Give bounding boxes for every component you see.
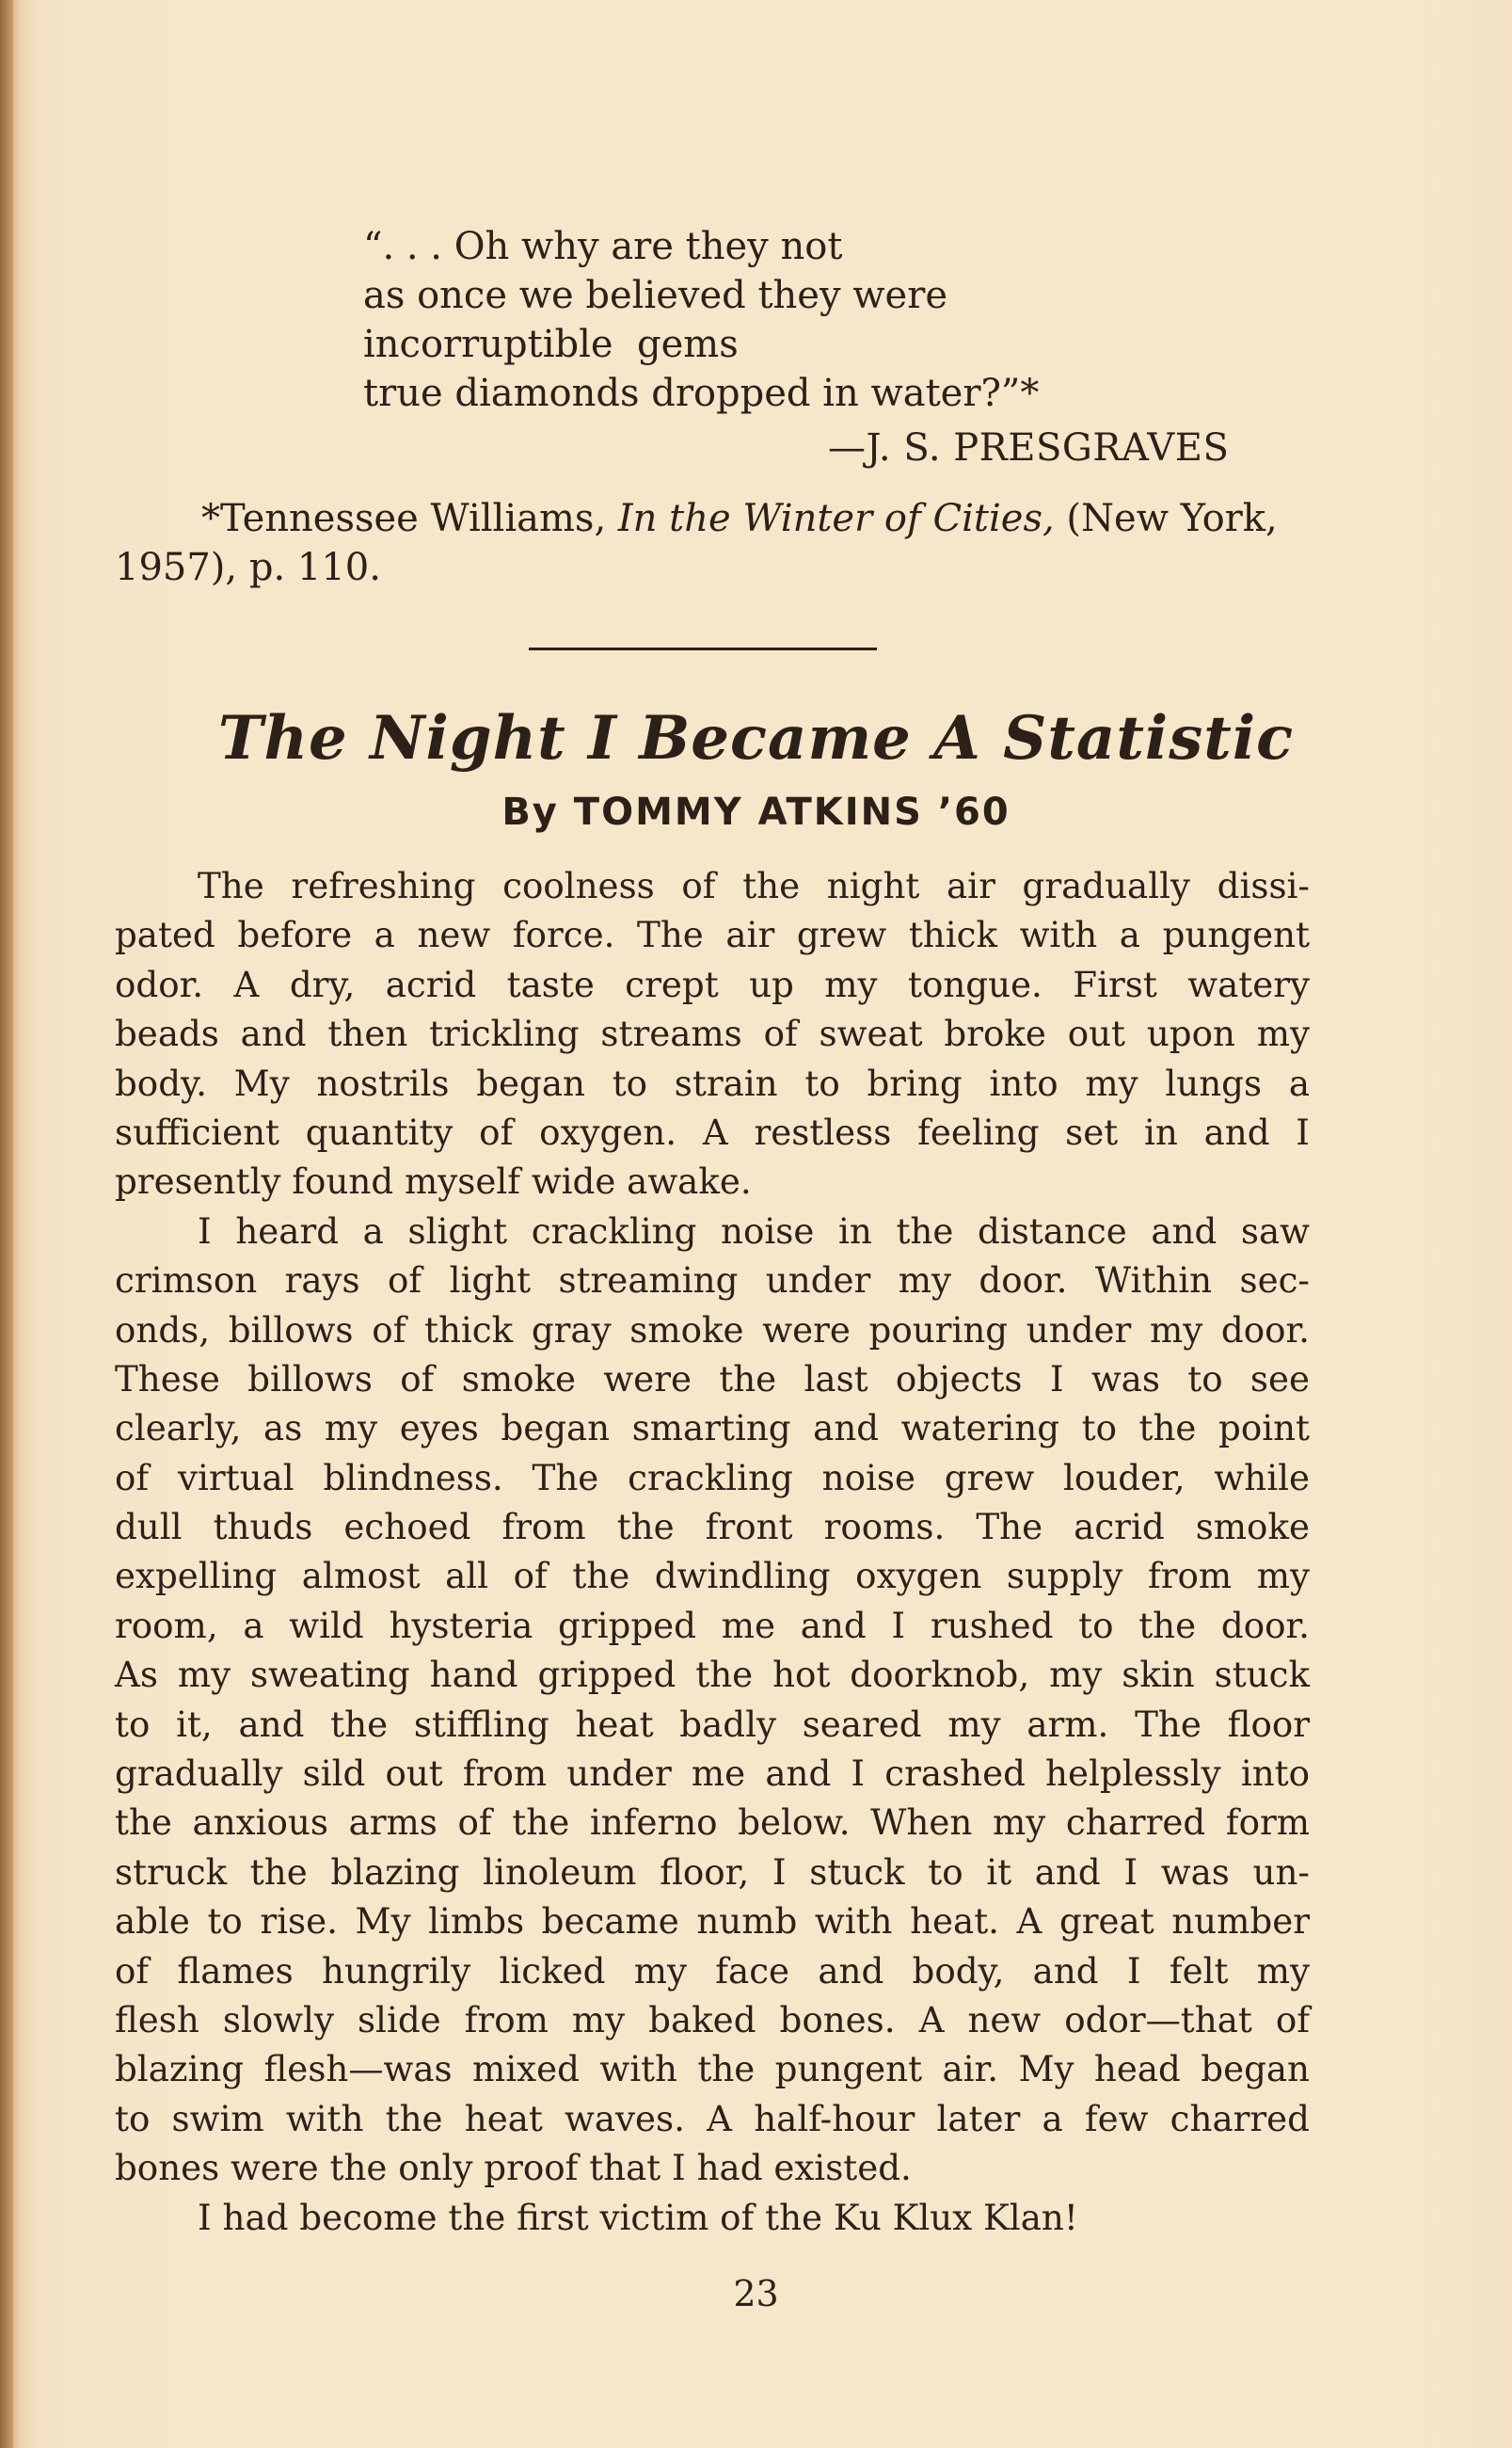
- text-line: the anxious arms of the inferno below. When my charred form: [115, 1801, 1310, 1844]
- page-spine-edge: [0, 0, 13, 2448]
- footnote-line-2: 1957), p. 110.: [115, 546, 381, 589]
- text-line: I heard a slight crackling noise in the distance and saw: [198, 1209, 1310, 1252]
- text-line: body. My nostrils began to strain to bring into my lungs a: [115, 1062, 1310, 1104]
- epigraph-poem: [363, 222, 1304, 418]
- footnote-prefix: *Tennessee Williams,: [201, 497, 618, 540]
- text-line: of flames hungrily licked my face and body, and I felt my: [115, 1949, 1310, 1992]
- text-line: sufficient quantity of oxygen. A restless feeling set in and I: [115, 1111, 1310, 1153]
- text-line: dull thuds echoed from the front rooms. The acrid smoke: [115, 1506, 1310, 1548]
- poem-line: incorruptible gems: [363, 323, 739, 366]
- article-paragraph: [115, 2193, 1310, 2242]
- text-line: bones were the only proof that I had existed.: [115, 2147, 912, 2189]
- text-line: able to rise. My limbs became numb with heat. A great number: [115, 1900, 1310, 1943]
- text-line: onds, billows of thick gray smoke were pouring under my door.: [115, 1308, 1310, 1351]
- text-line: beads and then trickling streams of sweat broke out upon my: [115, 1013, 1310, 1055]
- text-line: As my sweating hand gripped the hot doorknob, my skin stuck: [115, 1654, 1310, 1696]
- text-line: The refreshing coolness of the night air gradually dissi-: [198, 865, 1310, 906]
- footnote-suffix: (New York,: [1054, 497, 1278, 540]
- text-line: crimson rays of light streaming under my door. Within sec-: [115, 1259, 1310, 1302]
- footnote: [115, 494, 1310, 592]
- poem-attribution: —J. S. PRESGRAVES: [828, 426, 1230, 470]
- text-line: pated before a new force. The air grew thick with a pungent: [115, 914, 1310, 956]
- text-line: I had become the first victim of the Ku Klux Klan!: [198, 2196, 1078, 2238]
- text-line: odor. A dry, acrid taste crept up my tongue. First watery: [115, 963, 1310, 1005]
- article-paragraph: [115, 1207, 1310, 2193]
- footnote-line-1: [115, 494, 1310, 543]
- text-line: clearly, as my eyes began smarting and watering to the point: [115, 1407, 1310, 1449]
- text-line: struck the blazing linoleum floor, I stuck to it and I was un-: [115, 1850, 1310, 1893]
- text-line: gradually sild out from under me and I crashed helplessly into: [115, 1752, 1310, 1795]
- text-line: presently found myself wide awake.: [115, 1160, 752, 1203]
- article-body: [115, 861, 1310, 2242]
- article-title: The Night I Became A Statistic: [217, 703, 1295, 774]
- section-divider: [529, 648, 877, 650]
- text-line: to swim with the heat waves. A half-hour later a few charred: [115, 2097, 1310, 2139]
- poem-line: as once we believed they were: [363, 274, 947, 317]
- text-line: flesh slowly slide from my baked bones. A new odor—that of: [115, 1998, 1310, 2040]
- poem-line: true diamonds dropped in water?”*: [363, 372, 1040, 415]
- text-line: These billows of smoke were the last objects I was to see: [115, 1357, 1310, 1400]
- text-line: of virtual blindness. The crackling noise grew louder, while: [115, 1456, 1310, 1498]
- text-line: room, a wild hysteria gripped me and I rushed to the door.: [115, 1604, 1310, 1646]
- poem-line: “. . . Oh why are they not: [363, 225, 843, 268]
- article-byline: By TOMMY ATKINS ’60: [501, 791, 1011, 834]
- article-paragraph: [115, 861, 1310, 1207]
- text-line: to it, and the stiffling heat badly seared my arm. The floor: [115, 1703, 1310, 1745]
- page-number: 23: [733, 2273, 779, 2314]
- footnote-book-title: In the Winter of Cities,: [617, 497, 1055, 540]
- text-line: blazing flesh—was mixed with the pungent air. My head began: [115, 2048, 1310, 2090]
- text-line: expelling almost all of the dwindling oxygen supply from my: [115, 1555, 1310, 1597]
